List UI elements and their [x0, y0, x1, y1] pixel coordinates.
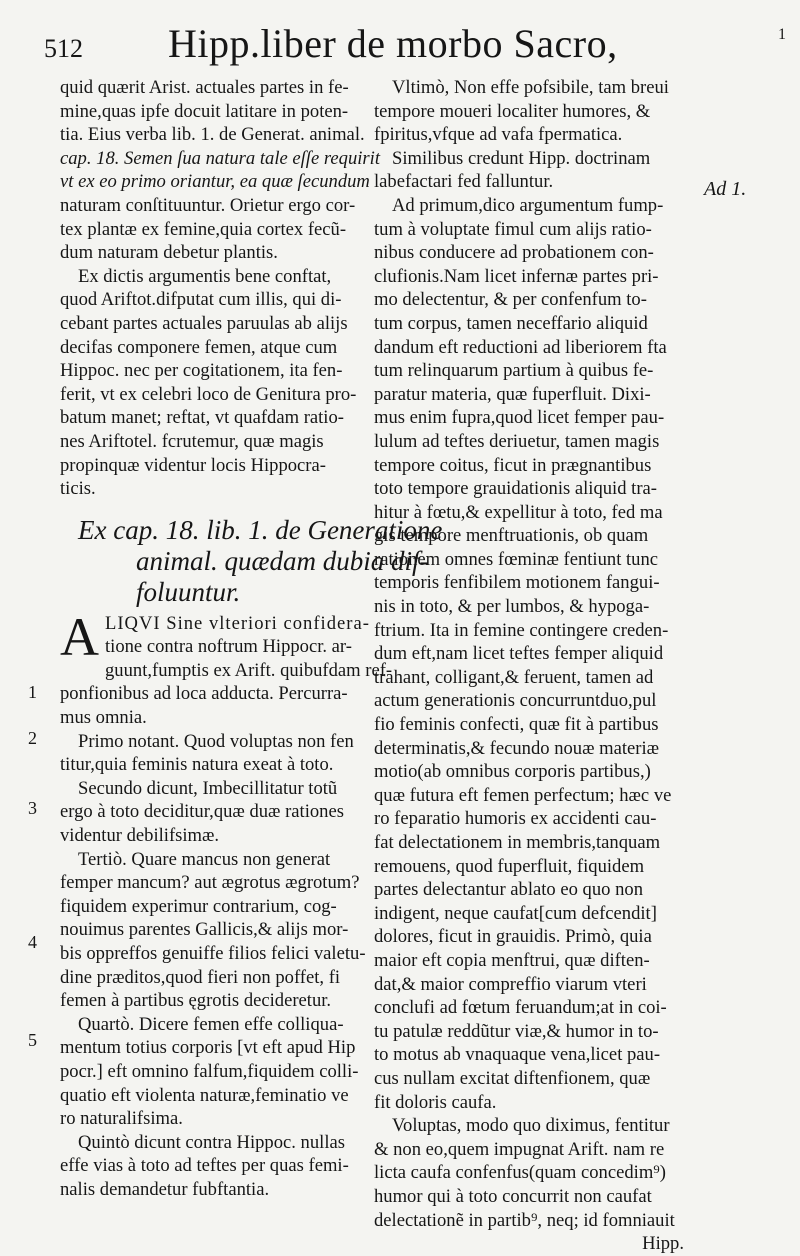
text-line: fio feminis confecti, quæ fit à partibus	[374, 714, 659, 736]
text-line: tum corpus, tamen neceffario aliquid	[374, 312, 648, 334]
margin-number: 3	[28, 798, 37, 818]
heading-line: animal. quædam dubia dif-	[136, 545, 429, 576]
text-line: trahant, colligant,& feruent, tamen ad	[374, 666, 654, 688]
text-line: nis in toto, & per lumbos, & hypoga-	[374, 596, 650, 618]
text-line: actum generationis concurruntduo,pul	[374, 690, 657, 712]
text-line: ponfionibus ad loca adducta. Percurra-	[60, 683, 348, 705]
text-line: nes Ariftotel. fcrutemur, quæ magis	[60, 430, 324, 452]
text-line: nouimus parentes Gallicis,& alijs mor-	[60, 919, 349, 941]
text-line: ftrium. Ita in femine contingere creden-	[374, 619, 669, 641]
text-line: tex plantæ ex femine,quia cortex fecũ-	[60, 218, 347, 240]
text-line: mus enim fupra,quod licet femper pau-	[374, 407, 665, 429]
margin-number: 4	[28, 932, 37, 952]
text-line: Vltimò, Non effe pofsibile, tam breui	[392, 77, 669, 98]
text-line: gis tempore menftruationis, ob quam	[374, 525, 649, 547]
text-line: tu patulæ reddũtur viæ,& humor in to-	[374, 1020, 659, 1042]
text-line: quid quærit Arist. actuales partes in fe-	[60, 77, 349, 98]
text-line: clufionis.Nam licet infernæ partes pri-	[374, 265, 659, 287]
text-line: cap. 18. Semen ſua natura tale eſſe requirit	[60, 147, 380, 169]
text-line: dandum eft reductioni ad liberiorem fta	[374, 336, 667, 358]
text-line: effe vias à toto ad teftes per quas femi-	[60, 1155, 349, 1177]
text-line: nalis demandetur fubftantia.	[60, 1178, 270, 1200]
left-body	[60, 606, 393, 1202]
right-column	[374, 76, 684, 1256]
text-line: mine,quas ipfe docuit latitare in poten-	[60, 100, 349, 122]
text-line: determinatis,& fecundo nouæ materiæ	[374, 737, 660, 759]
text-line: pocr.] eft omnino falfum,fiquidem colli-	[60, 1060, 359, 1082]
text-line: motio(ab omnibus corporis partibus,)	[374, 761, 651, 783]
text-line: conclufi ad fœtum feruandum;at in coi-	[374, 997, 667, 1019]
text-line: dolores, ficut in grauidis. Primò, quia	[374, 926, 652, 948]
margin-note: Ad 1.	[704, 178, 747, 200]
text-line: Similibus credunt Hipp. doctrinam	[392, 147, 651, 169]
text-line: delectationẽ in partib⁹, neq; id fomniauit	[374, 1209, 675, 1231]
text-line: tione contra noftrum Hippocr. ar-	[105, 636, 352, 658]
text-line: mentum totius corporis [vt eft apud Hip	[60, 1037, 356, 1059]
text-line: quod Ariftot.difputat cum illis, qui di-	[60, 289, 342, 311]
text-line: Voluptas, modo quo diximus, fentitur	[392, 1115, 670, 1137]
text-line: guunt,fumptis ex Arift. quibufdam ref-	[105, 659, 393, 681]
margin-number: 1	[28, 682, 37, 702]
text-line: quæ futura eft femen perfectum; hæc ve	[374, 784, 672, 806]
text-line: partes delectantur ablato eo quo non	[374, 879, 643, 901]
drop-cap: A	[60, 606, 99, 667]
text-line: tempore moueri localiter humores, &	[374, 100, 651, 122]
corner-mark: 1	[778, 26, 786, 43]
page-number: 512	[44, 34, 83, 63]
text-line: mo delectentur, & per confenfum to-	[374, 289, 647, 311]
text-line: dum eft,nam licet teftes femper aliquid	[374, 643, 664, 665]
text-line: femen à partibus ęgrotis decideretur.	[60, 990, 332, 1012]
text-line: rationem omnes fœminæ fentiunt tunc	[374, 548, 659, 570]
text-line: tia. Eius verba lib. 1. de Generat. animal.	[60, 124, 365, 146]
text-line: toto tempore grauidationis aliquid tra-	[374, 478, 657, 500]
text-line: dine præditos,quod fieri non poffet, fi	[60, 966, 341, 988]
text-line: Tertiò. Quare mancus non generat	[78, 848, 331, 870]
text-line: nibus conducere ad probationem con-	[374, 242, 654, 264]
text-line: Primo notant. Quod voluptas non fen	[78, 730, 354, 752]
text-line: Quartò. Dicere femen effe colliqua-	[78, 1013, 344, 1035]
text-line: paratur materia, quæ fuperfluit. Dixi-	[374, 383, 651, 405]
heading-line: foluuntur.	[136, 576, 241, 607]
text-line: maior eft copia menftrui, quæ diften-	[374, 949, 650, 971]
text-line: femper mancum? aut ægrotus ægrotum?	[60, 872, 360, 894]
text-line: batum manet; reftat, vt quafdam ratio-	[60, 407, 344, 429]
text-line: licta caufa confenfus(quam concedim⁹)	[374, 1162, 666, 1184]
text-line: humor qui à toto concurrit non caufat	[374, 1185, 652, 1207]
text-line: fit doloris caufa.	[374, 1091, 497, 1113]
text-line: ferit, vt ex celebri loco de Genitura pro-	[60, 383, 357, 405]
text-line: propinquæ videntur locis Hippocra-	[60, 454, 326, 476]
text-line: Secundo dicunt, Imbecillitatur totũ	[78, 777, 338, 799]
text-line: labefactari fed falluntur.	[374, 171, 554, 193]
left-middle-paragraph	[60, 265, 378, 501]
text-line: tum relinquarum partium à quibus fe-	[374, 360, 654, 382]
text-line: mus omnia.	[60, 707, 147, 729]
text-line: fpiritus,vfque ad vafa fpermatica.	[374, 124, 623, 146]
text-line: fat delectationem in membris,tanquam	[374, 832, 661, 853]
heading-line: Ex cap. 18. lib. 1. de Generatione	[78, 514, 443, 545]
running-title: Hipp.liber de morbo Sacro,	[168, 21, 618, 66]
page-header	[0, 12, 800, 70]
margin-number: 5	[28, 1030, 37, 1050]
text-line: ro naturalifsima.	[60, 1108, 183, 1130]
text-line: fiquidem experimur contrarium, cog-	[60, 895, 337, 917]
text-line: & non eo,quem impugnat Arift. nam re	[374, 1138, 665, 1160]
text-line: quatio eft violenta naturæ,feminatio ve	[60, 1084, 349, 1106]
text-line: titur,quia feminis natura exeat à toto.	[60, 754, 334, 776]
text-line: videntur debilifsimæ.	[60, 825, 220, 847]
text-line: Ex dictis argumentis bene conftat,	[78, 265, 332, 287]
section-heading	[78, 514, 443, 608]
text-line: to motus ab vnaquaque vena,licet pau-	[374, 1044, 661, 1066]
text-line: Ad primum,dico argumentum fump-	[392, 194, 664, 216]
left-top-paragraph	[60, 76, 378, 265]
text-line: Quintò dicunt contra Hippoc. nullas	[78, 1131, 345, 1153]
text-line: tempore coitus, ficut in prægnantibus	[374, 454, 652, 476]
text-line: LIQVI Sine vlteriori confidera-	[105, 612, 370, 634]
text-line: lulum ad teftes deriuetur, tamen magis	[374, 430, 660, 452]
text-line: dat,& maior compreffio viarum vteri	[374, 973, 647, 995]
text-line: decifas componere femen, atque cum	[60, 336, 338, 358]
text-line: temporis fenfibilem motionem fangui-	[374, 572, 660, 594]
text-line: ergo à toto deciditur,quæ duæ rationes	[60, 801, 344, 823]
text-line: ro feparatio humoris ex accidenti cau-	[374, 808, 657, 830]
text-line: cebant partes actuales paruulas ab alijs	[60, 312, 348, 334]
text-line: ticis.	[60, 478, 96, 500]
text-line: cus nullam excitat diftenfionem, quæ	[374, 1067, 651, 1089]
text-line: bis oppreffos genuiffe filios felici valetu-	[60, 943, 366, 964]
text-line: tum à voluptate fimul cum alijs ratio-	[374, 218, 652, 240]
text-line: Hippoc. nec per cogitationem, ita fen-	[60, 360, 343, 382]
text-line: naturam conſtituuntur. Orietur ergo cor-	[60, 194, 356, 216]
text-line: hitur à fœtu,& expellitur à toto, fed ma	[374, 501, 663, 523]
text-line: remouens, quod fuperfluit, fiquidem	[374, 855, 645, 877]
margin-number: 2	[28, 728, 37, 748]
text-line: dum naturam debetur plantis.	[60, 242, 278, 264]
text-line: Hipp.	[642, 1233, 684, 1255]
text-line: indigent, neque caufat[cum defcendit]	[374, 902, 657, 924]
text-line: vt ex eo primo oriantur, ea quæ ſecundum	[60, 171, 370, 193]
